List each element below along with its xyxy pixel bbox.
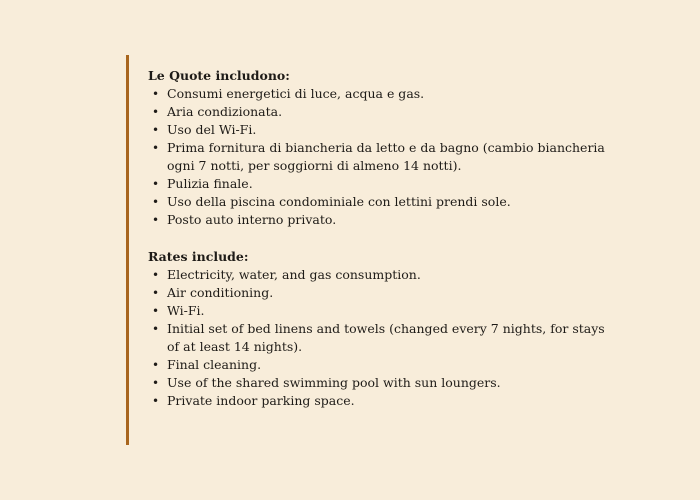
- italian-rates-section: [148, 67, 618, 229]
- list-item: • Uso della piscina condominiale con lettini prendi sole.: [148, 193, 618, 211]
- list-item: • Prima fornitura di biancheria da letto e da bagno (cambio biancheria ogni 7 notti, per soggiorni di almeno 14 notti).: [148, 139, 618, 175]
- list-item: • Posto auto interno privato.: [148, 211, 618, 229]
- english-inclusions-list: [148, 266, 618, 410]
- list-item: • Wi-Fi.: [148, 302, 618, 320]
- list-item: • Private indoor parking space.: [148, 392, 618, 410]
- list-item: • Use of the shared swimming pool with sun loungers.: [148, 374, 618, 392]
- list-item: • Air conditioning.: [148, 284, 618, 302]
- italian-section-title: Le Quote includono:: [148, 68, 290, 83]
- english-rates-section: [148, 248, 618, 410]
- list-item: • Aria condizionata.: [148, 103, 618, 121]
- list-item: • Uso del Wi-Fi.: [148, 121, 618, 139]
- accent-bar: [126, 55, 129, 445]
- list-item: • Pulizia finale.: [148, 175, 618, 193]
- list-item: • Initial set of bed linens and towels (changed every 7 nights, for stays of at least 14 nights).: [148, 320, 618, 356]
- italian-inclusions-list: [148, 85, 618, 229]
- list-item: • Final cleaning.: [148, 356, 618, 374]
- english-section-title: Rates include:: [148, 249, 249, 264]
- list-item: • Electricity, water, and gas consumption.: [148, 266, 618, 284]
- rates-document: [148, 66, 618, 410]
- list-item: • Consumi energetici di luce, acqua e gas.: [148, 85, 618, 103]
